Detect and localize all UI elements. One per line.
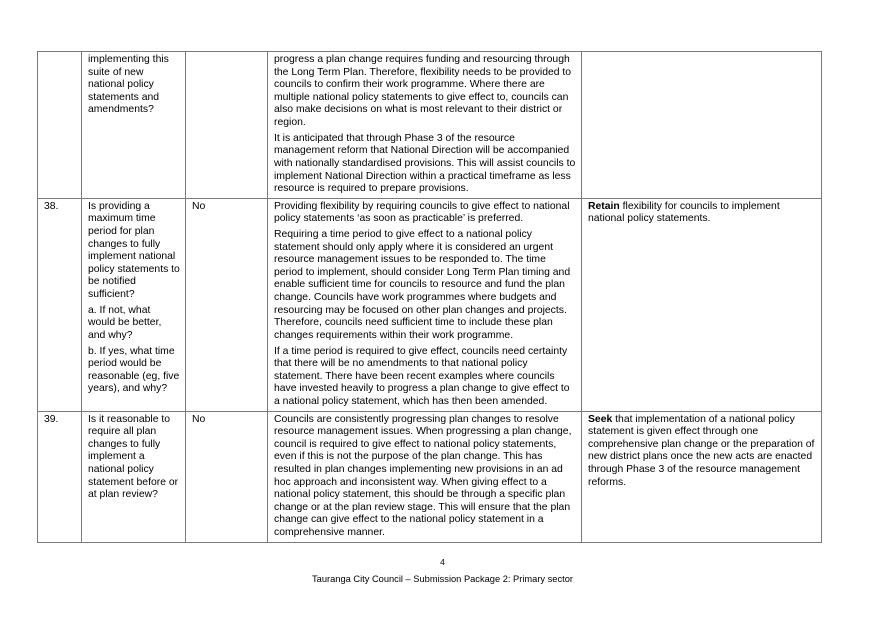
- comment-paragraph: Councils are consistently progressing plan changes to resolve resource management issues. When progressing a plan change, council is required to give effect to national policy statements, even if this is not the purpose of the plan change. This has resulted in plan changes implementing new provisions in an ad hoc approach and inconsistent way. When giving effect to a national policy statement, this should be through a specific plan change or at the plan review stage. This will ensure that the plan change can give effect to the national policy statement in a comprehensive manner.: [274, 413, 572, 538]
- question-number: [38, 52, 82, 199]
- table-row: [38, 411, 822, 542]
- comment-paragraph: Requiring a time period to give effect to a national policy statement should only apply where it is considered an urgent resource management issues to be responded to. The time period to implement, should consider Long Term Plan timing and enable sufficient time for councils to resource and fund the plan change. Councils have work programmes where budgets and resourcing may be focused on other plan changes and projects. Therefore, councils need sufficient time to include these plan changes requirements within their work programme.: [274, 229, 571, 341]
- page-number: 4: [440, 557, 445, 567]
- decision-cell: [582, 52, 822, 199]
- table-row: [38, 198, 822, 411]
- question-text: [82, 411, 186, 542]
- question-paragraph: a. If not, what would be better, and why?: [88, 304, 162, 341]
- question-paragraph: b. If yes, what time period would be reasonable (eg, five years), and why?: [88, 345, 180, 395]
- comment-paragraph: Providing flexibility by requiring councils to give effect to national policy statements ‘as soon as practicable’ is preferred.: [274, 200, 570, 225]
- decision-keyword: Seek: [588, 413, 613, 425]
- comment-paragraph: progress a plan change requires funding and resourcing through the Long Term Plan. Therefore, flexibility needs to be provided to councils to confirm their work programme. Where there are multiple national policy statements to give effect to, councils can also make decisions on what is most relevant to their district or region.: [274, 54, 572, 128]
- question-number: 39.: [38, 411, 82, 542]
- decision-cell: [582, 411, 822, 542]
- question-paragraph: Is it reasonable to require all plan changes to fully implement a national policy statement before or at plan review?: [88, 413, 179, 501]
- decision-text: that implementation of a national policy statement is given effect through one comprehensive plan change or the preparation of new district plans once the new acts are enacted through Phase 3 of the resource management reforms.: [588, 413, 815, 488]
- question-text: [82, 198, 186, 411]
- comment-cell: [268, 198, 582, 411]
- question-number: 38.: [38, 198, 82, 411]
- table-row: [38, 52, 822, 199]
- question-paragraph: implementing this suite of new national policy statements and amendments?: [88, 54, 169, 116]
- answer-cell: [186, 52, 268, 199]
- answer-cell: No: [186, 198, 268, 411]
- comment-cell: [268, 411, 582, 542]
- answer-cell: No: [186, 411, 268, 542]
- comment-cell: [268, 52, 582, 199]
- comment-paragraph: It is anticipated that through Phase 3 of the resource management reform that National Direction will be accompanied with nationally standardised provisions. This will assist councils to implement National Direction within a practical timeframe as less resource is required to prepare provisions.: [274, 132, 576, 195]
- decision-cell: [582, 198, 822, 411]
- decision-keyword: Retain: [588, 200, 620, 212]
- comment-paragraph: If a time period is required to give effect, councils need certainty that there will be no amendments to that national policy statement. There have been recent examples where councils have invested heavily to progress a plan change to give effect to a national policy statement, which has then been amended.: [274, 345, 570, 407]
- submission-table: [37, 51, 822, 543]
- question-paragraph: Is providing a maximum time period for plan changes to fully implement national policy statements to be notified sufficient?: [88, 200, 180, 300]
- page-footer: Tauranga City Council – Submission Package 2: Primary sector: [312, 574, 573, 584]
- question-text: [82, 52, 186, 199]
- decision-text: flexibility for councils to implement national policy statements.: [588, 200, 780, 225]
